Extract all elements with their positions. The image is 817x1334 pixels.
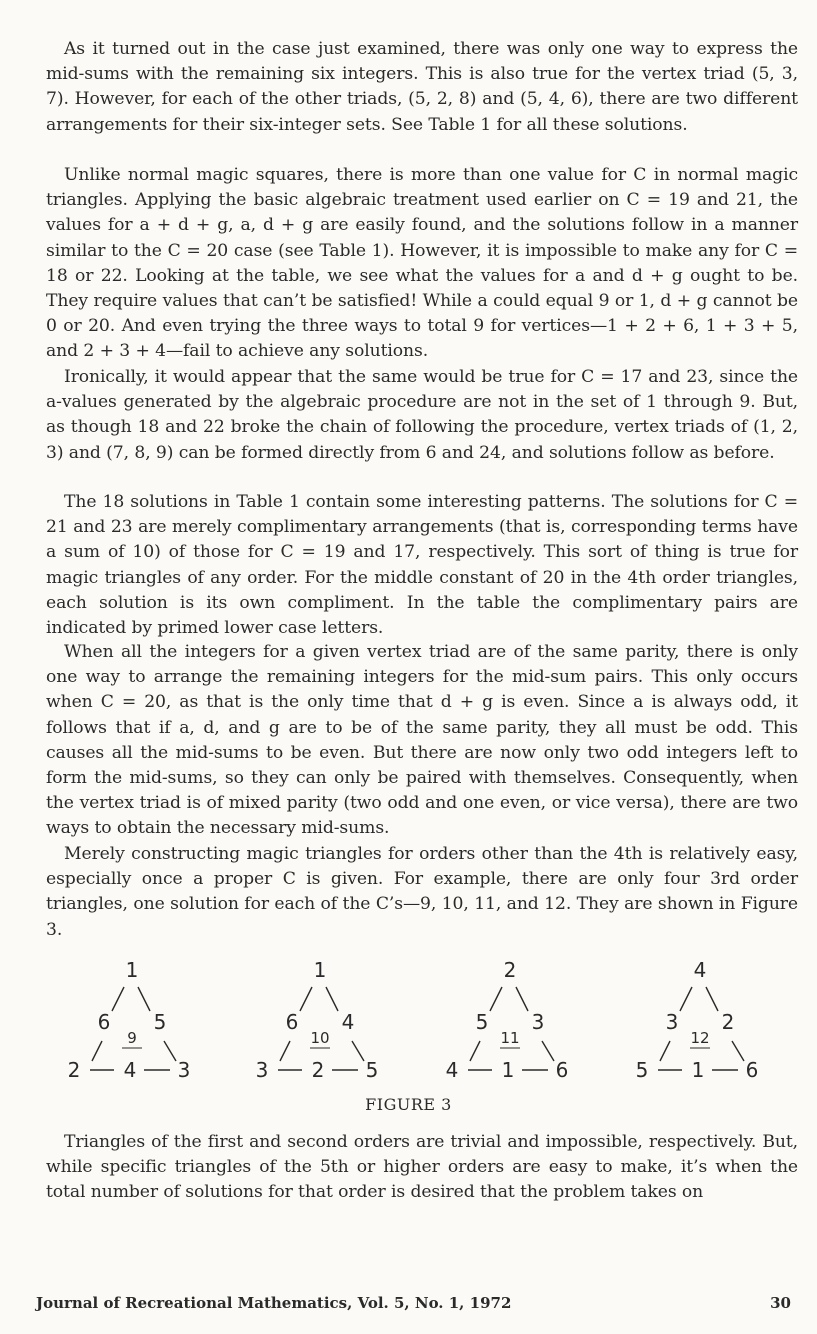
triangle-4-edge [706,987,718,1011]
triangle-1-edge [112,987,124,1011]
triangle-2-top-number: 1 [313,958,327,982]
triangle-1-edge [92,1041,102,1061]
triangle-4-center-constant: 12 [690,1029,710,1047]
triangle-4-edge [732,1041,744,1061]
triangle-1-left-mid-number: 6 [97,1010,111,1034]
triangle-2-edge [326,987,338,1011]
triangle-1-bottom-right-number: 3 [177,1058,191,1082]
triangle-1-right-mid-number: 5 [153,1010,167,1034]
triangle-4-edge [660,1041,670,1061]
triangle-3-center-constant: 11 [500,1029,520,1047]
triangle-1-bottom-left-number: 2 [67,1058,81,1082]
triangle-4-bottom-mid-number: 1 [691,1058,705,1082]
paragraph-1: As it turned out in the case just examined, there was only one way to express the mid-sums with the remaining six integers. This is also true for the vertex triad (5, 3, 7). However, for each of the other triads, (5, 2, 8) and (5, 4, 6), there are two different arrangements for their six-integer sets. See Table 1 for all these solutions. [46,39,798,135]
triangle-3-top-number: 2 [503,958,517,982]
triangle-3-edge [490,987,502,1011]
triangle-1-bottom-mid-number: 4 [123,1058,137,1082]
paragraph-3: Ironically, it would appear that the same would be true for C = 17 and 23, since the a-values generated by the algebraic procedure are not in the set of 1 through 9. But, as though 18 and 22 broke the chain of following the procedure, vertex triads of (1, 2, 3) and (7, 8, 9) can be formed directly from 6 and 24, and solutions follow as before. [46,367,798,463]
triangle-2-bottom-right-number: 5 [365,1058,379,1082]
triangle-4-top-number: 4 [693,958,707,982]
triangle-2-bottom-left-number: 3 [255,1058,269,1082]
paragraph-2: Unlike normal magic squares, there is more than one value for C in normal magic triangles. Applying the basic algebraic treatment used earlier on C = 19 and 21, the values for a + d + g, a, d + g are easily found, and the solutions follow in a manner similar to the C = 20 case (see Table 1). However, it is impossible to make any for C = 18 or 22. Looking at the table, we see what the values for a and d + g ought to be. They require values that can’t be satisfied! While a could equal 9 or 1, d + g cannot be 0 or 20. And even trying the three ways to total 9 for vertices—1 + 2 + 6, 1 + 3 + 5, and 2 + 3 + 4—fail to achieve any solutions. [46,165,798,362]
triangle-4-bottom-right-number: 6 [745,1058,759,1082]
paragraph-7: Triangles of the first and second orders are trivial and impossible, respectively. But, while specific triangles of the 5th or higher orders are easy to make, it’s when the total number of solutions for that order is desired that the problem takes on [46,1132,798,1203]
page-footer [36,1294,791,1312]
paragraph-4: The 18 solutions in Table 1 contain some interesting patterns. The solutions for C = 21 and 23 are merely complimentary arrangements (that is, corresponding terms have a sum of 10) of those for C = 19 and 17, respectively. This sort of thing is true for magic triangles of any order. For the middle constant of 20 in the 4th order triangles, each solution is its own compliment. In the table the complimentary pairs are indicated by primed lower case letters. [46,492,798,639]
triangle-2-edge [352,1041,364,1061]
triangle-2-edge [300,987,312,1011]
triangle-1-edge [138,987,150,1011]
triangle-4-edge [680,987,692,1011]
paragraph-6: Merely constructing magic triangles for orders other than the 4th is relatively easy, especially once a proper C is given. For example, there are only four 3rd order triangles, one solution for each of the C’s—9, 10, 11, and 12. They are shown in Figure 3. [46,844,798,940]
triangle-3-bottom-left-number: 4 [445,1058,459,1082]
paragraph-5: When all the integers for a given vertex triad are of the same parity, there is only one way to arrange the remaining integers for the mid-sum pairs. This only occurs when C = 20, as that is the only time that d + g is even. Since a is always odd, it follows that if a, d, and g are to be of the same parity, they all must be odd. This causes all the mid-sums to be even. But there are now only two odd integers left to form the mid-sums, so they can only be paired with themselves. Consequently, when the vertex triad is of mixed parity (two odd and one even, or vice versa), there are two ways to obtain the necessary mid-sums. [46,642,798,839]
triangle-3-bottom-right-number: 6 [555,1058,569,1082]
triangle-4-right-mid-number: 2 [721,1010,735,1034]
triangle-2-right-mid-number: 4 [341,1010,355,1034]
triangle-3-bottom-mid-number: 1 [501,1058,515,1082]
triangle-1-center-constant: 9 [127,1029,137,1047]
triangle-3-edge [470,1041,480,1061]
triangle-2-bottom-mid-number: 2 [311,1058,325,1082]
figure-3 [0,955,817,1115]
magic-triangles-figure [0,955,817,1085]
triangle-1-top-number: 1 [125,958,139,982]
triangle-2-edge [280,1041,290,1061]
journal-citation: Journal of Recreational Mathematics, Vol. 5, No. 1, 1972 [36,1294,512,1312]
triangle-2-center-constant: 10 [310,1029,330,1047]
triangle-4-left-mid-number: 3 [665,1010,679,1034]
triangle-3-right-mid-number: 3 [531,1010,545,1034]
triangle-1-edge [164,1041,176,1061]
triangle-3-left-mid-number: 5 [475,1010,489,1034]
figure-caption: FIGURE 3 [365,1095,452,1114]
triangle-4-bottom-left-number: 5 [635,1058,649,1082]
triangle-3-edge [516,987,528,1011]
triangle-3-edge [542,1041,554,1061]
triangle-2-left-mid-number: 6 [285,1010,299,1034]
page-number: 30 [770,1294,791,1312]
